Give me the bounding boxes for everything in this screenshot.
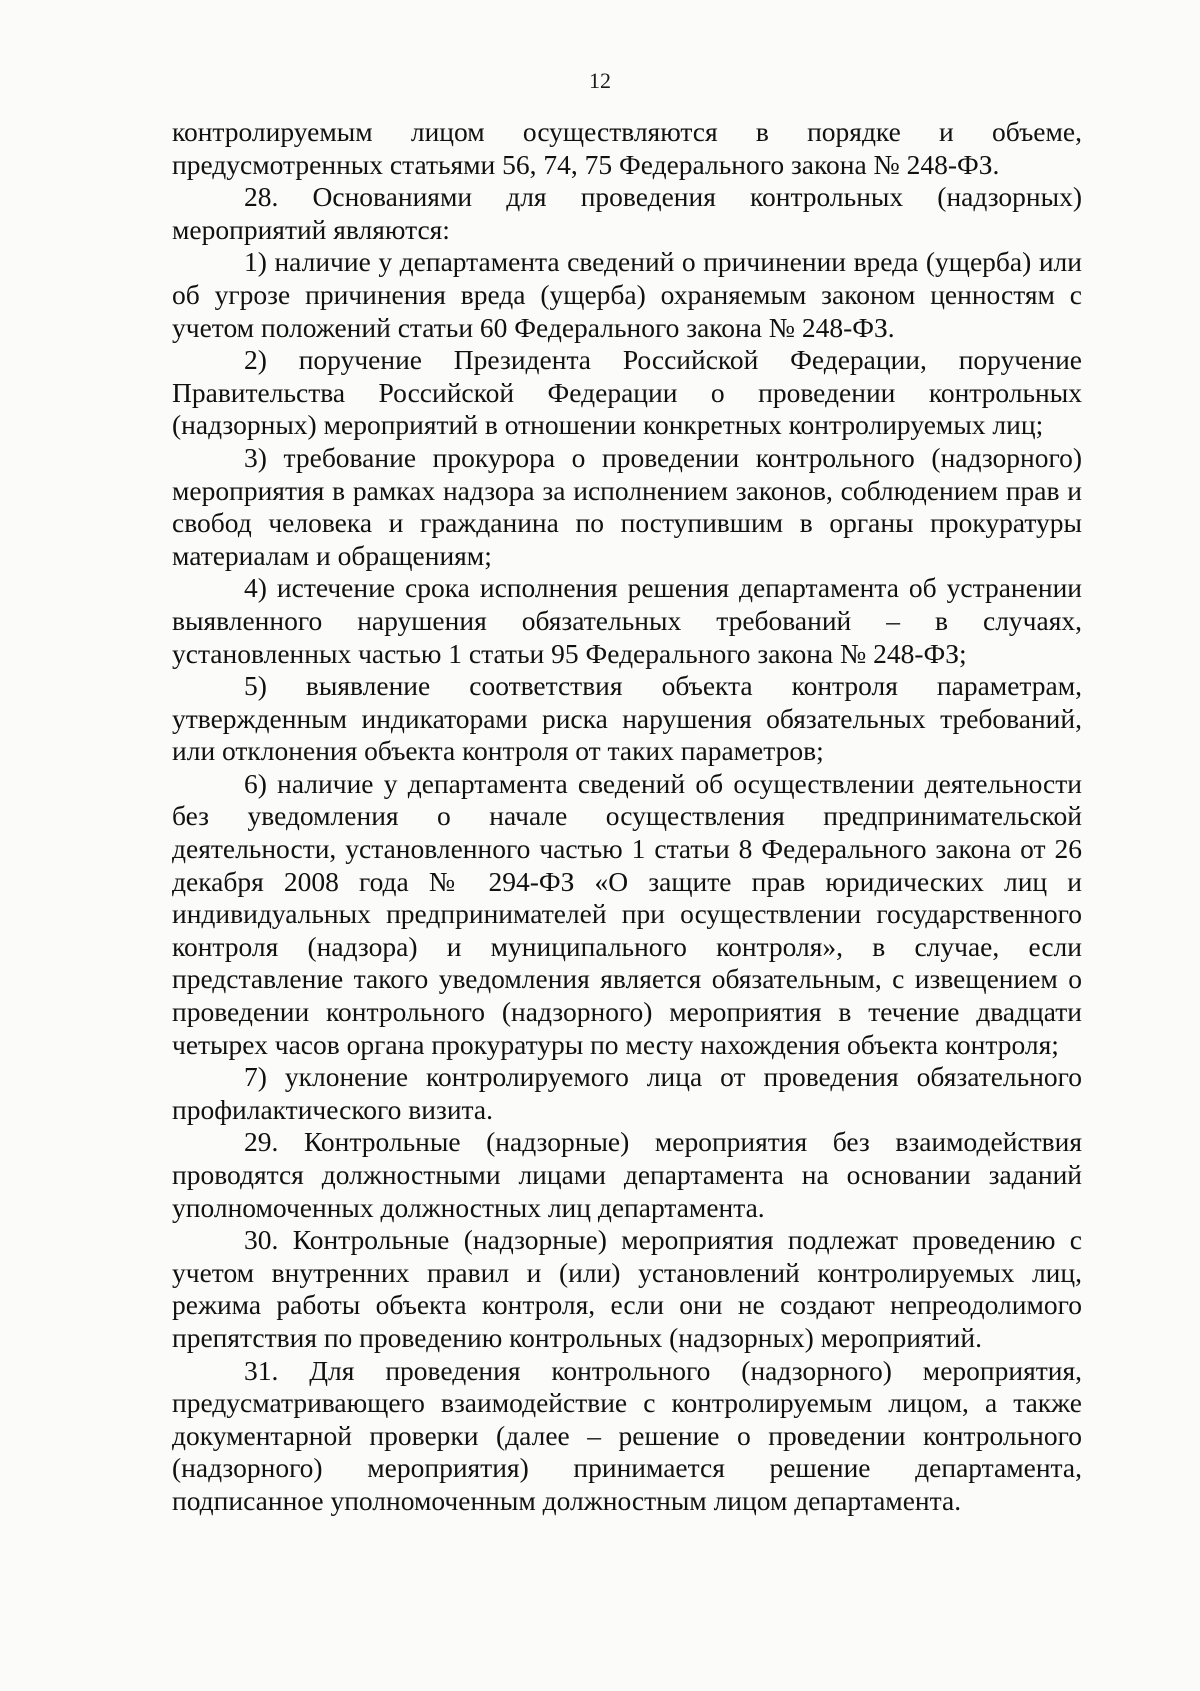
paragraph-28: 28. Основаниями для проведения контрольных (надзорных) мероприятий являются: [172, 181, 1082, 245]
paragraph-continuation: контролируемым лицом осуществляются в порядке и объеме, предусмотренных статьями 56, 74, 75 Федерального закона № 248-ФЗ. [172, 116, 1082, 180]
paragraph-28-item-5: 5) выявление соответствия объекта контроля параметрам, утвержденным индикаторами риска нарушения обязательных требований, или отклонения объекта контроля от таких параметров; [172, 670, 1082, 767]
paragraph-28-item-6: 6) наличие у департамента сведений об осуществлении деятельности без уведомления о начале осуществления предпринимательской деятельности, установленного частью 1 статьи 8 Федерального закона от 26 декабря 2008 года № 294-ФЗ «О защите прав юридических лиц и индивидуальных предпринимателей при осуществлении государственного контроля (надзора) и муниципального контроля», в случае, если представление такого уведомления является обязательным, с извещением о проведении контрольного (надзорного) мероприятия в течение двадцати четырех часов органа прокуратуры по месту нахождения объекта контроля; [172, 767, 1082, 1060]
paragraph-31: 31. Для проведения контрольного (надзорного) мероприятия, предусматривающего взаимодействие с контролируемым лицом, а также документарной проверки (далее – решение о проведении контрольного (надзорного) мероприятия) принимается решение департамента, подписанное уполномоченным должностным лицом департамента. [172, 1354, 1082, 1516]
paragraph-28-item-1: 1) наличие у департамента сведений о причинении вреда (ущерба) или об угрозе причинения вреда (ущерба) охраняемым законом ценностям с учетом положений статьи 60 Федерального закона № 248-ФЗ. [172, 246, 1082, 343]
document-body [172, 116, 1082, 1518]
paragraph-30: 30. Контрольные (надзорные) мероприятия подлежат проведению с учетом внутренних правил и (или) установлений контролируемых лиц, режима работы объекта контроля, если они не создают непреодолимого препятствия по проведению контрольных (надзорных) мероприятий. [172, 1224, 1082, 1353]
paragraph-29: 29. Контрольные (надзорные) мероприятия без взаимодействия проводятся должностными лицами департамента на основании заданий уполномоченных должностных лиц департамента. [172, 1126, 1082, 1223]
paragraph-28-item-7: 7) уклонение контролируемого лица от проведения обязательного профилактического визита. [172, 1061, 1082, 1125]
page-number: 12 [589, 68, 611, 93]
paragraph-28-item-2: 2) поручение Президента Российской Федерации, поручение Правительства Российской Федерации о проведении контрольных (надзорных) мероприятий в отношении конкретных контролируемых лиц; [172, 344, 1082, 441]
paragraph-28-item-4: 4) истечение срока исполнения решения департамента об устранении выявленного нарушения обязательных требований – в случаях, установленных частью 1 статьи 95 Федерального закона № 248-ФЗ; [172, 572, 1082, 669]
paragraph-28-item-3: 3) требование прокурора о проведении контрольного (надзорного) мероприятия в рамках надзора за исполнением законов, соблюдением прав и свобод человека и гражданина по поступившим в органы прокуратуры материалам и обращениям; [172, 441, 1082, 571]
